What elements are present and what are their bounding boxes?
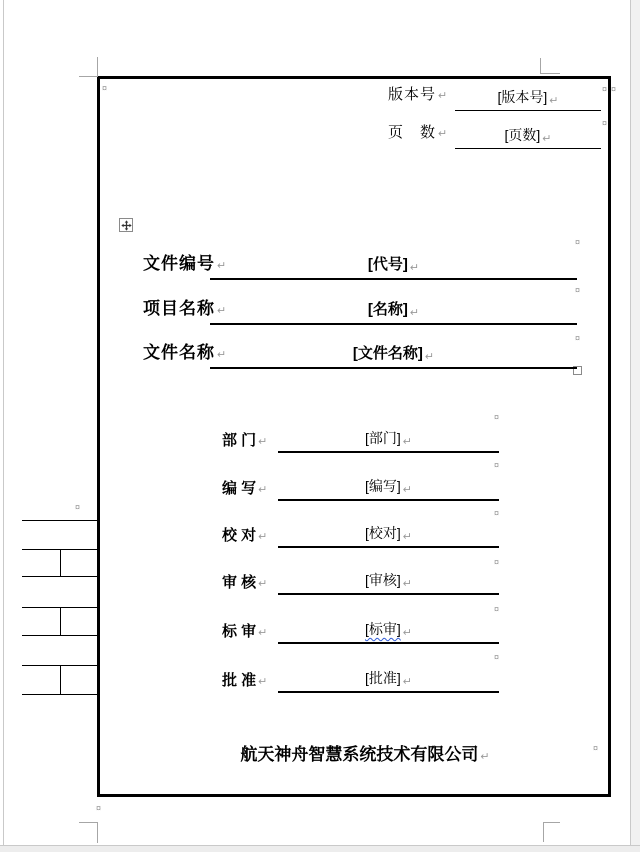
field-label-doc-name: 文件名称 ↵ [143,343,228,362]
field-label-version: 版本号 ↵ [388,86,449,103]
field-label-department: 部 门 ↵ [222,432,268,449]
margin-crop-mark-top-left [79,57,98,77]
table-gridline [60,549,61,576]
company-name: 航天神舟智慧系统技术有限公司 ↵ [240,745,490,764]
field-label-doc-number: 文件编号 ↵ [143,254,228,273]
paragraph-mark: ↵ [402,484,412,496]
table-move-handle[interactable] [119,218,133,232]
field-label-author: 编 写 ↵ [222,480,268,497]
end-of-cell-marker: ¤ [575,333,581,343]
field-value-proofreader[interactable]: [校对] ↵ [278,526,499,548]
field-label-approver: 批 准 ↵ [222,672,268,689]
field-value-author[interactable]: [编写] ↵ [278,479,499,501]
field-label-pages: 页 数 ↵ [388,124,449,141]
paragraph-mark: ↵ [424,351,435,363]
end-of-cell-marker: ¤ [494,460,500,470]
app-background-right [631,0,640,846]
field-label-proofreader: 校 对 ↵ [222,527,268,544]
end-of-cell-marker: ¤ [575,285,581,295]
field-value-doc-number[interactable]: [代号] ↵ [210,253,577,280]
paragraph-mark: ↵ [409,307,420,319]
field-value-doc-name[interactable]: [文件名称] ↵ [210,342,577,369]
end-of-cell-marker: ¤ [75,502,81,512]
table-gridline [22,576,98,577]
paragraph-mark: ↵ [402,578,412,590]
paragraph-mark: ↵ [402,627,412,639]
end-of-cell-marker: ¤ [575,237,581,247]
field-label-reviewer: 审 核 ↵ [222,574,268,591]
end-of-cell-marker: ¤ [611,84,617,94]
paragraph-mark: ↵ [409,262,420,274]
paragraph-mark: ↵ [258,531,268,543]
paragraph-mark: ↵ [217,260,228,272]
paragraph-mark: ↵ [217,305,228,317]
app-background-bottom [0,846,640,852]
field-label-project-name: 项目名称 ↵ [143,299,228,318]
misspelled-text: [标审] [365,621,401,637]
paragraph-mark: ↵ [438,90,449,102]
table-gridline [60,607,61,635]
paragraph-mark: ↵ [402,436,412,448]
page-left-edge [3,0,4,852]
paragraph-mark: ↵ [402,676,412,688]
field-value-version[interactable]: [版本号] ↵ [455,86,601,111]
field-value-department[interactable]: [部门] ↵ [278,431,499,453]
paragraph-mark: ↵ [258,484,268,496]
table-gridline [22,694,98,695]
end-of-cell-marker: ¤ [494,604,500,614]
paragraph-mark: ↵ [258,436,268,448]
end-of-cell-marker: ¤ [102,83,108,93]
field-value-approver[interactable]: [批准] ↵ [278,671,499,693]
end-of-cell-marker: ¤ [494,412,500,422]
end-of-cell-marker: ¤ [494,652,500,662]
field-value-project-name[interactable]: [名称] ↵ [210,298,577,325]
paragraph-mark: ↵ [438,128,449,140]
end-of-cell-marker: ¤ [602,84,608,94]
field-value-standards-reviewer[interactable] [278,622,499,644]
end-of-cell-marker: ¤ [602,118,608,128]
paragraph-mark: ↵ [217,349,228,361]
paragraph-mark: ↵ [258,627,268,639]
end-of-cell-marker: ¤ [494,557,500,567]
paragraph-mark: ↵ [258,578,268,590]
paragraph-mark: ↵ [549,95,559,107]
field-value-pages[interactable]: [页数] ↵ [455,124,601,149]
margin-crop-mark-top-right [540,58,560,74]
margin-crop-mark-bottom-left [79,822,98,843]
paragraph-mark: ↵ [480,751,490,763]
field-label-standards-reviewer: 标 审 ↵ [222,623,268,640]
paragraph-mark: ↵ [402,531,412,543]
paragraph-mark: ↵ [258,676,268,688]
margin-crop-mark-bottom-right [543,822,560,842]
table-gridline [22,520,98,521]
move-cross-icon [121,220,132,231]
end-of-cell-marker: ¤ [96,803,102,813]
table-gridline [22,635,98,636]
table-gridline [60,665,61,694]
field-value-reviewer[interactable]: [审核] ↵ [278,573,499,595]
paragraph-mark: ↵ [542,133,552,145]
end-of-cell-marker: ¤ [494,508,500,518]
end-of-cell-marker: ¤ [593,743,599,753]
